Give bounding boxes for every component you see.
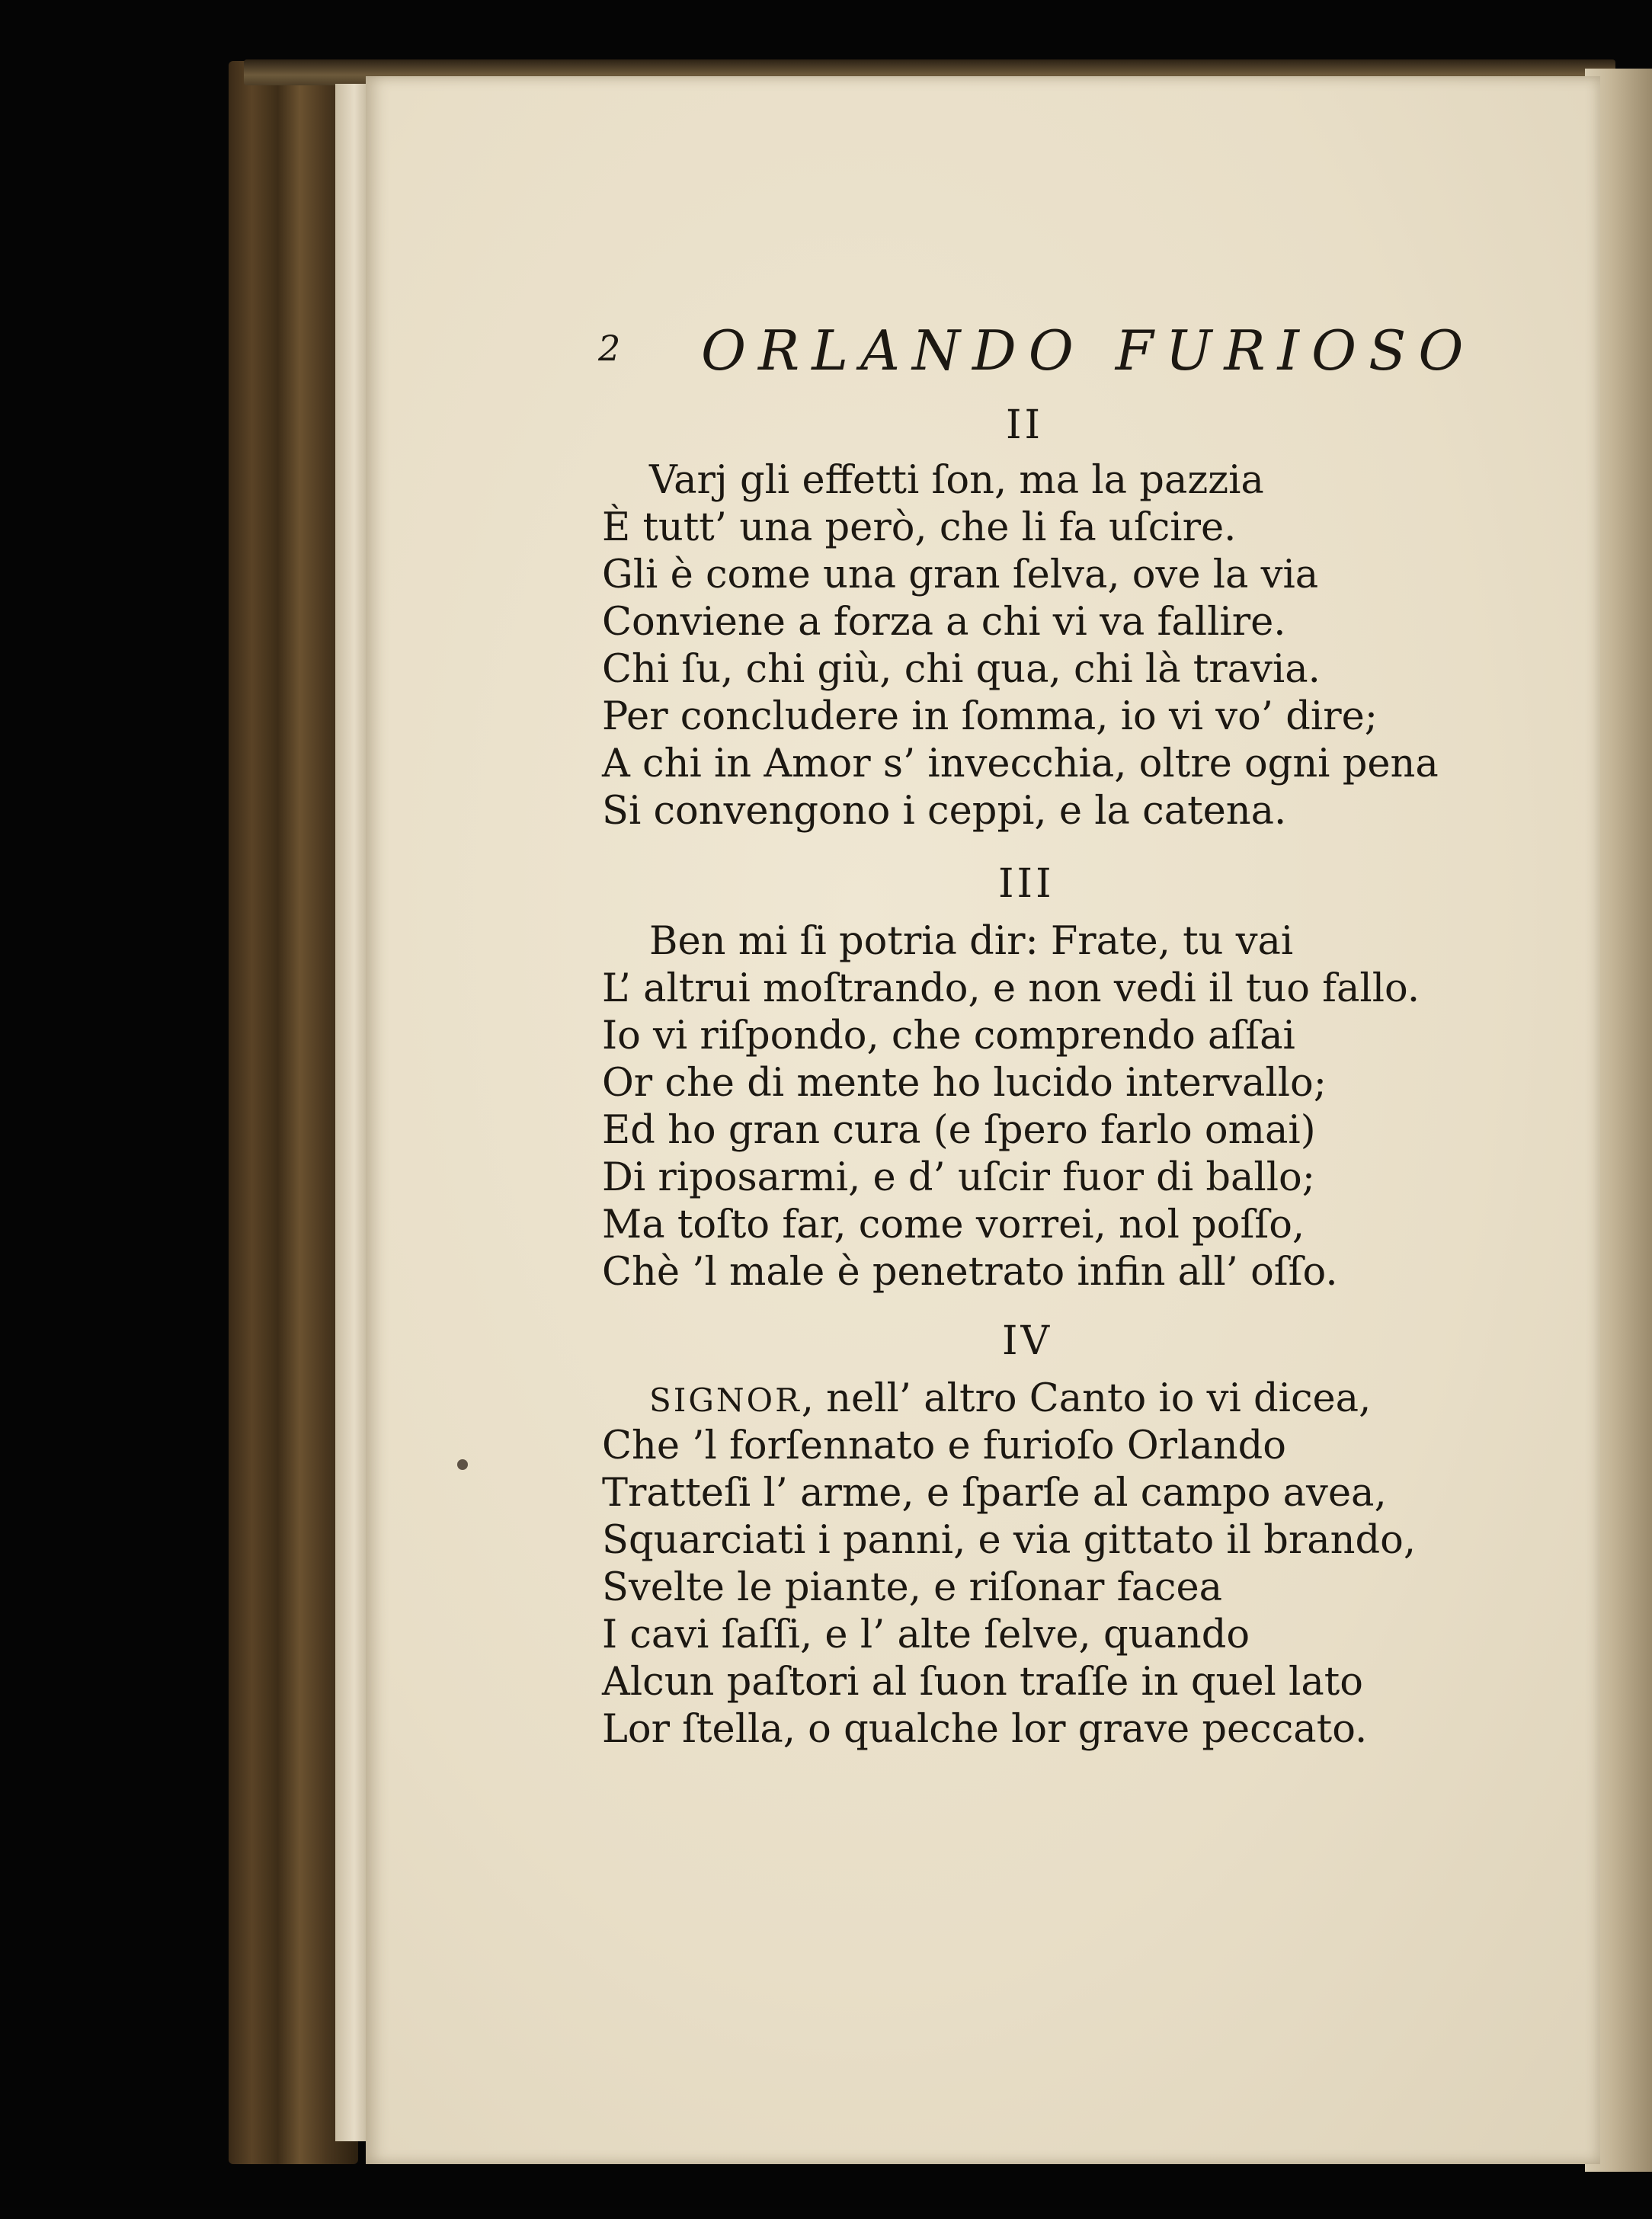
stanza xyxy=(602,918,1652,1296)
verse-line: Chè ’l male è penetrato infin all’ oſſo. xyxy=(602,1250,1338,1295)
verse-line: SIGNOR, nell’ altro Canto io vi dicea, xyxy=(649,1376,1372,1421)
stanza-number: III xyxy=(998,861,1055,907)
verse-line: Squarciati i panni, e via gittato il brando, xyxy=(602,1518,1417,1563)
verse-line: Si convengono i ceppi, e la catena. xyxy=(602,789,1287,834)
verse-line: Alcun paſtori al ſuon traſſe in quel lato xyxy=(602,1660,1363,1705)
verse-line: Lor ſtella, o qualche lor grave peccato. xyxy=(602,1707,1368,1752)
book-page xyxy=(366,76,1600,2164)
verse-line: Per concludere in ſomma, io vi vo’ dire; xyxy=(602,694,1378,739)
verse-line: Che ’l forſennato e furioſo Orlando xyxy=(602,1423,1286,1468)
stanza-number: II xyxy=(1006,402,1044,448)
page-number: 2 xyxy=(598,328,621,369)
stanza xyxy=(602,457,1652,835)
verse-line: Ed ho gran cura (e ſpero farlo omai) xyxy=(602,1108,1316,1153)
verse-line: Gli è come una gran ſelva, ove la via xyxy=(602,552,1319,597)
verse-line: Or che di mente ho lucido intervallo; xyxy=(602,1061,1327,1106)
stanza-number: IV xyxy=(1002,1318,1053,1364)
verse-line: È tutt’ una però, che li fa uſcire. xyxy=(602,505,1237,550)
verse-line: Varj gli effetti ſon, ma la pazzia xyxy=(649,458,1264,503)
ink-spot xyxy=(457,1459,468,1470)
verse-line: Di riposarmi, e d’ uſcir fuor di ballo; xyxy=(602,1155,1315,1200)
verse-line: I cavi ſaſſi, e l’ alte ſelve, quando xyxy=(602,1612,1250,1657)
verse-line: Conviene a forza a chi vi va fallire. xyxy=(602,600,1286,645)
verse-line: A chi in Amor s’ invecchia, oltre ogni pena xyxy=(602,741,1439,786)
verse-line: Io vi riſpondo, che comprendo aſſai xyxy=(602,1013,1295,1058)
verse-line: Ma toſto far, come vorrei, nol poſſo, xyxy=(602,1202,1305,1247)
running-head: ORLANDO FURIOSO xyxy=(701,319,1476,383)
verse-line: Svelte le piante, e riſonar facea xyxy=(602,1565,1223,1610)
verse-line: Ben mi ſi potria dir: Frate, tu vai xyxy=(649,919,1294,964)
verse-line: Tratteſi l’ arme, e ſparſe al campo avea, xyxy=(602,1471,1387,1516)
verse-line: L’ altrui moſtrando, e non vedi il tuo fallo. xyxy=(602,966,1420,1011)
small-caps-opening: SIGNOR xyxy=(649,1382,802,1419)
verse-line: Chi ſu, chi giù, chi qua, chi là travia. xyxy=(602,647,1321,692)
stanza xyxy=(602,1375,1652,1753)
